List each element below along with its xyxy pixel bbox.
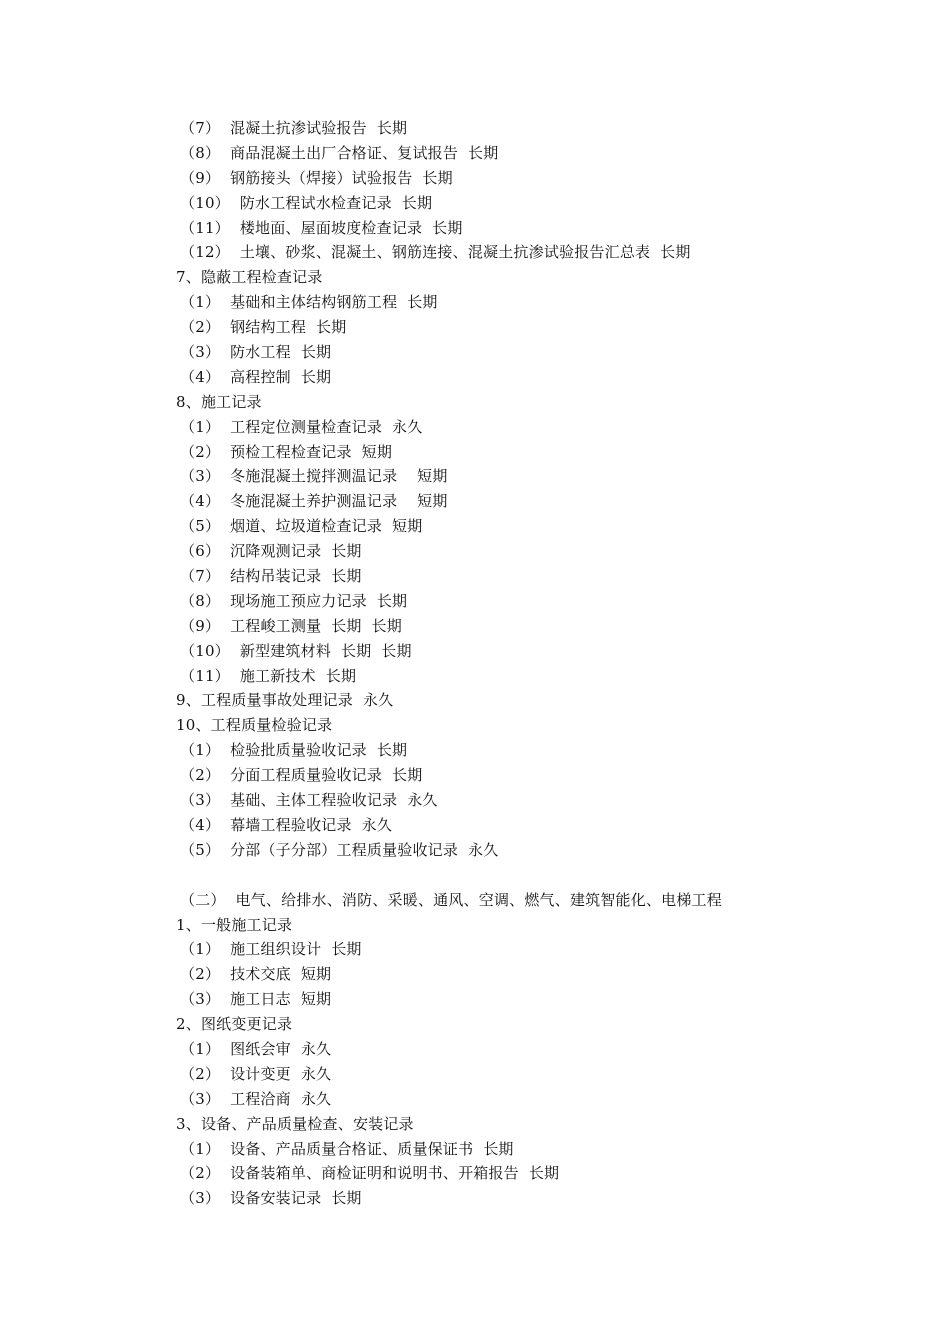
section-heading: 9、工程质量事故处理记录 永久 <box>176 691 394 710</box>
list-item: （4） 高程控制 长期 <box>180 367 332 386</box>
list-item: （7） 混凝土抗渗试验报告 长期 <box>180 119 408 137</box>
list-item: （2） 技术交底 短期 <box>180 965 332 984</box>
list-item: （12） 土壤、砂浆、混凝土、钢筋连接、混凝土抗渗试验报告汇总表 长期 <box>180 243 691 262</box>
section-heading: 2、图纸变更记录 <box>176 1015 293 1034</box>
list-item: （8） 现场施工预应力记录 长期 <box>180 591 408 610</box>
list-item: （3） 冬施混凝土搅拌测温记录 短期 <box>180 467 448 486</box>
list-item: （1） 检验批质量验收记录 长期 <box>180 741 408 760</box>
section-heading: 1、一般施工记录 <box>176 915 293 934</box>
section-heading: 7、隐蔽工程检查记录 <box>176 268 323 287</box>
list-item: （8） 商品混凝土出厂合格证、复试报告 长期 <box>180 143 499 162</box>
list-item: （5） 烟道、垃圾道检查记录 短期 <box>180 517 423 536</box>
section-heading: 10、工程质量检验记录 <box>176 716 333 735</box>
list-item: （3） 施工日志 短期 <box>180 990 332 1009</box>
list-item: （2） 设备装箱单、商检证明和说明书、开箱报告 长期 <box>180 1164 560 1183</box>
list-item: （1） 施工组织设计 长期 <box>180 940 362 959</box>
list-item: （9） 钢筋接头（焊接）试验报告 长期 <box>180 168 453 187</box>
section-heading: 3、设备、产品质量检查、安装记录 <box>176 1114 414 1133</box>
list-item: （1） 图纸会审 永久 <box>180 1039 332 1058</box>
list-item: （1） 工程定位测量检查记录 永久 <box>180 417 423 436</box>
list-item: （4） 幕墙工程验收记录 永久 <box>180 815 393 834</box>
section-heading: 8、施工记录 <box>176 392 262 411</box>
list-item: （10） 防水工程试水检查记录 长期 <box>180 193 433 212</box>
list-item: （2） 设计变更 永久 <box>180 1064 332 1083</box>
list-item: （9） 工程峻工测量 长期 长期 <box>180 616 402 635</box>
list-item: （3） 防水工程 长期 <box>180 343 332 362</box>
list-item: （2） 分面工程质量验收记录 长期 <box>180 766 423 785</box>
list-item: （2） 预检工程检查记录 短期 <box>180 442 393 461</box>
list-item: （4） 冬施混凝土养护测温记录 短期 <box>180 492 448 511</box>
list-item: （1） 设备、产品质量合格证、质量保证书 长期 <box>180 1139 514 1158</box>
list-item: （3） 设备安装记录 长期 <box>180 1189 362 1208</box>
list-item: （二） 电气、给排水、消防、采暖、通风、空调、燃气、建筑智能化、电梯工程 <box>180 890 722 909</box>
list-item: （3） 工程洽商 永久 <box>180 1089 332 1108</box>
list-item: （11） 施工新技术 长期 <box>180 666 357 685</box>
list-item: （6） 沉降观测记录 长期 <box>180 542 362 561</box>
list-item: （5） 分部（子分部）工程质量验收记录 永久 <box>180 840 499 859</box>
blank-line <box>0 863 950 888</box>
list-item: （1） 基础和主体结构钢筋工程 长期 <box>180 293 438 312</box>
list-item: （3） 基础、主体工程验收记录 永久 <box>180 791 438 810</box>
list-item: （7） 结构吊装记录 长期 <box>180 567 362 586</box>
list-item: （2） 钢结构工程 长期 <box>180 318 347 337</box>
list-item: （10） 新型建筑材料 长期 长期 <box>180 641 412 660</box>
list-item: （11） 楼地面、屋面坡度检查记录 长期 <box>180 218 463 237</box>
document-body <box>0 116 950 1211</box>
